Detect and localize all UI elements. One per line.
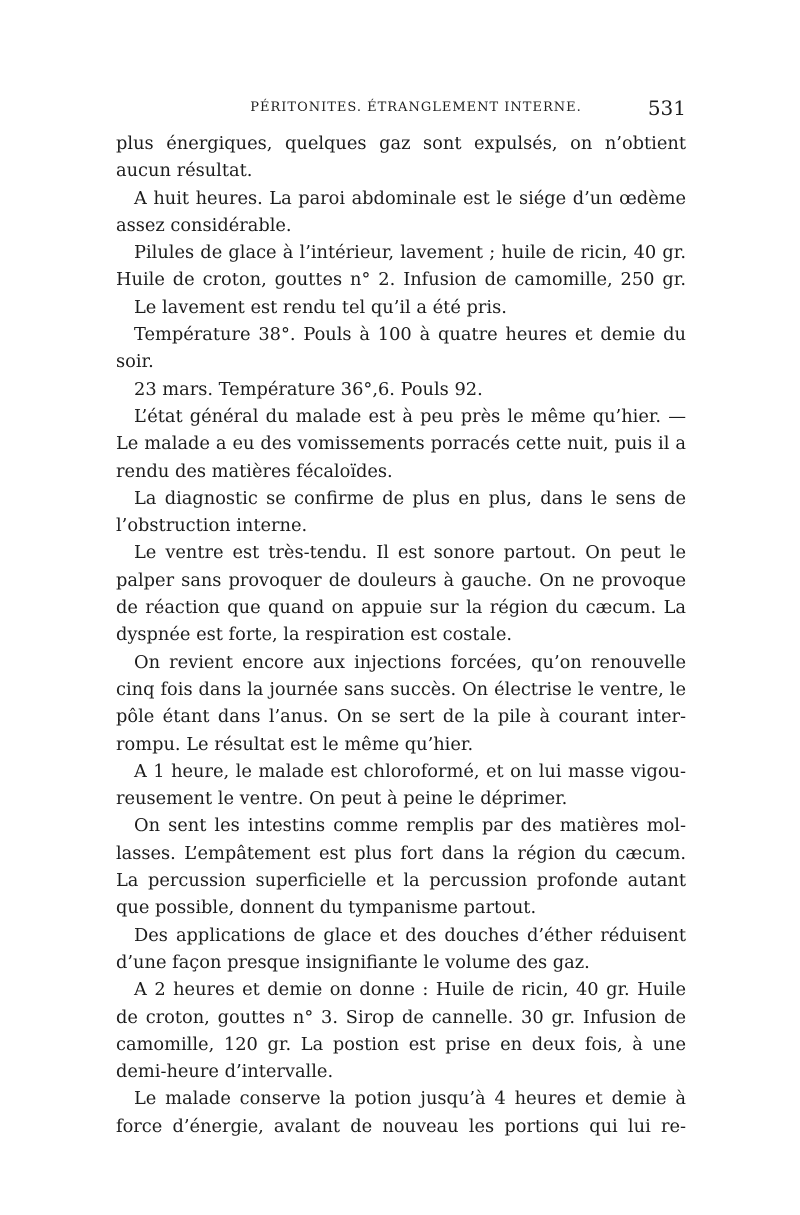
text-line: rompu. Le résultat est le même qu’hier. [116, 733, 474, 755]
text-line: 23 mars. Température 36°,6. Pouls 92. [134, 378, 483, 400]
body-text [116, 130, 686, 1140]
text-line: de croton, gouttes n° 3. Sirop de cannelle. 30 gr. Infusion de [116, 1006, 686, 1028]
text-line: Le lavement est rendu tel qu’il a été pris. [134, 296, 507, 318]
text-line: plus énergiques, quelques gaz sont expulsés, on n’obtient [116, 133, 686, 154]
text-line: A huit heures. La paroi abdominale est le siége d’un œdème [134, 187, 686, 209]
text-line: A 2 heures et demie on donne : Huile de ricin, 40 gr. Huile [134, 979, 686, 1001]
text-line: Température 38°. Pouls à 100 à quatre heures et demie du [134, 324, 686, 346]
text-line: force d’énergie, avalant de nouveau les portions qui lui re- [116, 1115, 686, 1137]
text-line: A 1 heure, le malade est chloroformé, et on lui masse vigou- [134, 760, 686, 782]
text-line: reusement le ventre. On peut à peine le déprimer. [116, 788, 568, 810]
text-line: demi-heure d’intervalle. [116, 1061, 334, 1083]
text-line: Le malade a eu des vomissements porracés cette nuit, puis il a [116, 433, 686, 455]
text-line: assez considérable. [116, 214, 292, 236]
text-line: cinq fois dans la journée sans succès. On électrise le ventre, le [116, 678, 686, 700]
text-line: rendu des matières fécaloïdes. [116, 460, 393, 482]
text-line: aucun résultat. [116, 160, 253, 182]
text-line: La diagnostic se confirme de plus en plus, dans le sens de [134, 487, 686, 509]
running-title: PÉRITONITES. ÉTRANGLEMENT INTERNE. [250, 100, 582, 115]
text-line: La percussion superficielle et la percussion profonde autant [116, 870, 686, 892]
text-line: Huile de croton, gouttes n° 2. Infusion de camomille, 250 gr. [116, 269, 686, 291]
text-line: Le ventre est très-tendu. Il est sonore partout. On peut le [134, 542, 686, 564]
running-head [116, 96, 686, 120]
text-line: Le malade conserve la potion jusqu’à 4 heures et demie à [134, 1088, 686, 1110]
text-line: l’obstruction interne. [116, 515, 308, 537]
text-line: de réaction que quand on appuie sur la région du cæcum. La [116, 597, 686, 619]
text-line: que possible, donnent du tympanisme partout. [116, 897, 537, 919]
text-line: dyspnée est forte, la respiration est costale. [116, 624, 513, 646]
text-line: pôle étant dans l’anus. On se sert de la pile à courant inter- [116, 706, 686, 728]
text-line: soir. [116, 351, 154, 373]
text-line: On sent les intestins comme remplis par des matières mol- [134, 815, 686, 837]
text-line: lasses. L’empâtement est plus fort dans la région du cæcum. [116, 842, 686, 864]
page-number: 531 [647, 96, 686, 120]
text-line: d’une façon presque insignifiante le volume des gaz. [116, 951, 590, 973]
text-line: camomille, 120 gr. La postion est prise en deux fois, à une [116, 1033, 686, 1055]
text-line: Des applications de glace et des douches d’éther réduisent [134, 924, 686, 946]
text-line: Pilules de glace à l’intérieur, lavement ; huile de ricin, 40 gr. [134, 242, 686, 264]
text-line: On revient encore aux injections forcées, qu’on renouvelle [134, 651, 686, 673]
text-line: palper sans provoquer de douleurs à gauche. On ne provoque [116, 569, 686, 591]
text-line: L’état général du malade est à peu près le même qu’hier. — [134, 405, 686, 427]
